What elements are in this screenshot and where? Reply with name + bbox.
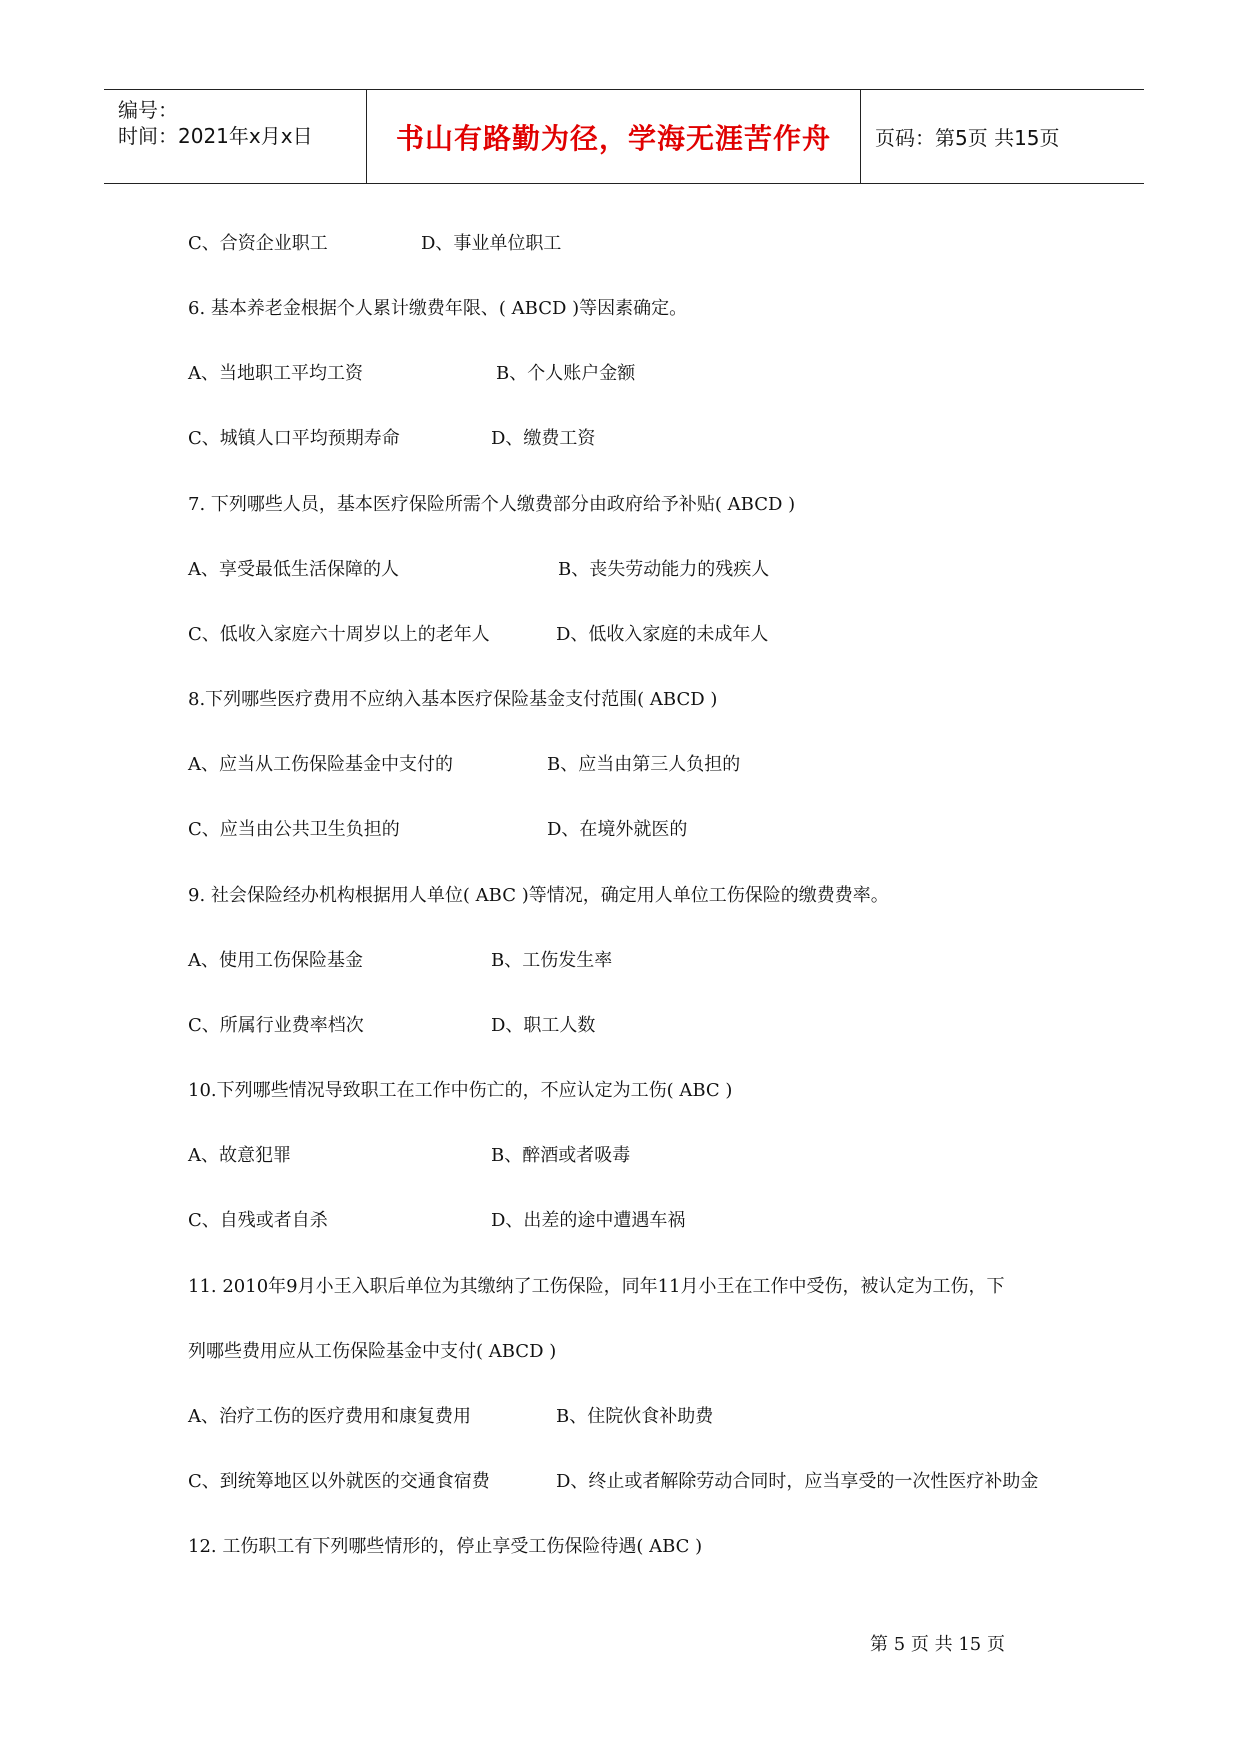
option-a: A、故意犯罪 [188,1145,291,1166]
option-b: B、应当由第三人负担的 [547,754,741,775]
option-c: C、到统筹地区以外就医的交通食宿费 [188,1471,490,1492]
option-a: A、当地职工平均工资 [188,363,363,384]
option-c: C、城镇人口平均预期寿命 [188,428,400,449]
option-d: D、终止或者解除劳动合同时，应当享受的一次性医疗补助金 [556,1471,1039,1492]
option-d: D、职工人数 [491,1015,596,1036]
header-left-cell [104,90,367,183]
header-middle-cell [367,90,861,183]
option-a: A、享受最低生活保障的人 [188,559,399,580]
option-c: C、所属行业费率档次 [188,1015,364,1036]
option-d: D、在境外就医的 [547,819,688,840]
option-a: A、治疗工伤的医疗费用和康复费用 [188,1406,471,1427]
question-8: 8.下列哪些医疗费用不应纳入基本医疗保险基金支付范围( ABCD ) [188,689,718,710]
page-footer: 第 5 页 共 15 页 [870,1634,1005,1655]
question-7: 7. 下列哪些人员，基本医疗保险所需个人缴费部分由政府给予补贴( ABCD ) [188,494,796,515]
option-d: D、事业单位职工 [421,233,562,254]
question-6: 6. 基本养老金根据个人累计缴费年限、( ABCD )等因素确定。 [188,298,688,319]
option-c: C、低收入家庭六十周岁以上的老年人 [188,624,490,645]
option-c: C、合资企业职工 [188,233,328,254]
option-b: B、丧失劳动能力的残疾人 [558,559,770,580]
option-c: C、自残或者自杀 [188,1210,328,1231]
question-11: 11. 2010年9月小王入职后单位为其缴纳了工伤保险，同年11月小王在工作中受伤，被认定为工伤，下 [188,1276,1005,1297]
option-d: D、出差的途中遭遇车祸 [491,1210,686,1231]
option-b: B、个人账户金额 [496,363,636,384]
option-c: C、应当由公共卫生负担的 [188,819,400,840]
page-header [104,89,1144,184]
document-number-label: 编号： [118,98,178,122]
question-12: 12. 工伤职工有下列哪些情形的，停止享受工伤保险待遇( ABC ) [188,1536,703,1557]
document-time-label: 时间：2021年x月x日 [118,124,313,148]
option-b: B、醉酒或者吸毒 [491,1145,631,1166]
question-9: 9. 社会保险经办机构根据用人单位( ABC )等情况，确定用人单位工伤保险的缴费费率。 [188,885,889,906]
header-right-cell [861,90,1144,183]
question-11-continued: 列哪些费用应从工伤保险基金中支付( ABCD ) [188,1341,557,1362]
option-b: B、住院伙食补助费 [556,1406,714,1427]
option-d: D、低收入家庭的未成年人 [556,624,769,645]
option-a: A、应当从工伤保险基金中支付的 [188,754,453,775]
header-motto: 书山有路勤为径，学海无涯苦作舟 [395,121,831,155]
header-page-info: 页码：第5页 共15页 [875,126,1060,150]
option-a: A、使用工伤保险基金 [188,950,363,971]
option-b: B、工伤发生率 [491,950,613,971]
question-10: 10.下列哪些情况导致职工在工作中伤亡的，不应认定为工伤( ABC ) [188,1080,733,1101]
option-d: D、缴费工资 [491,428,596,449]
